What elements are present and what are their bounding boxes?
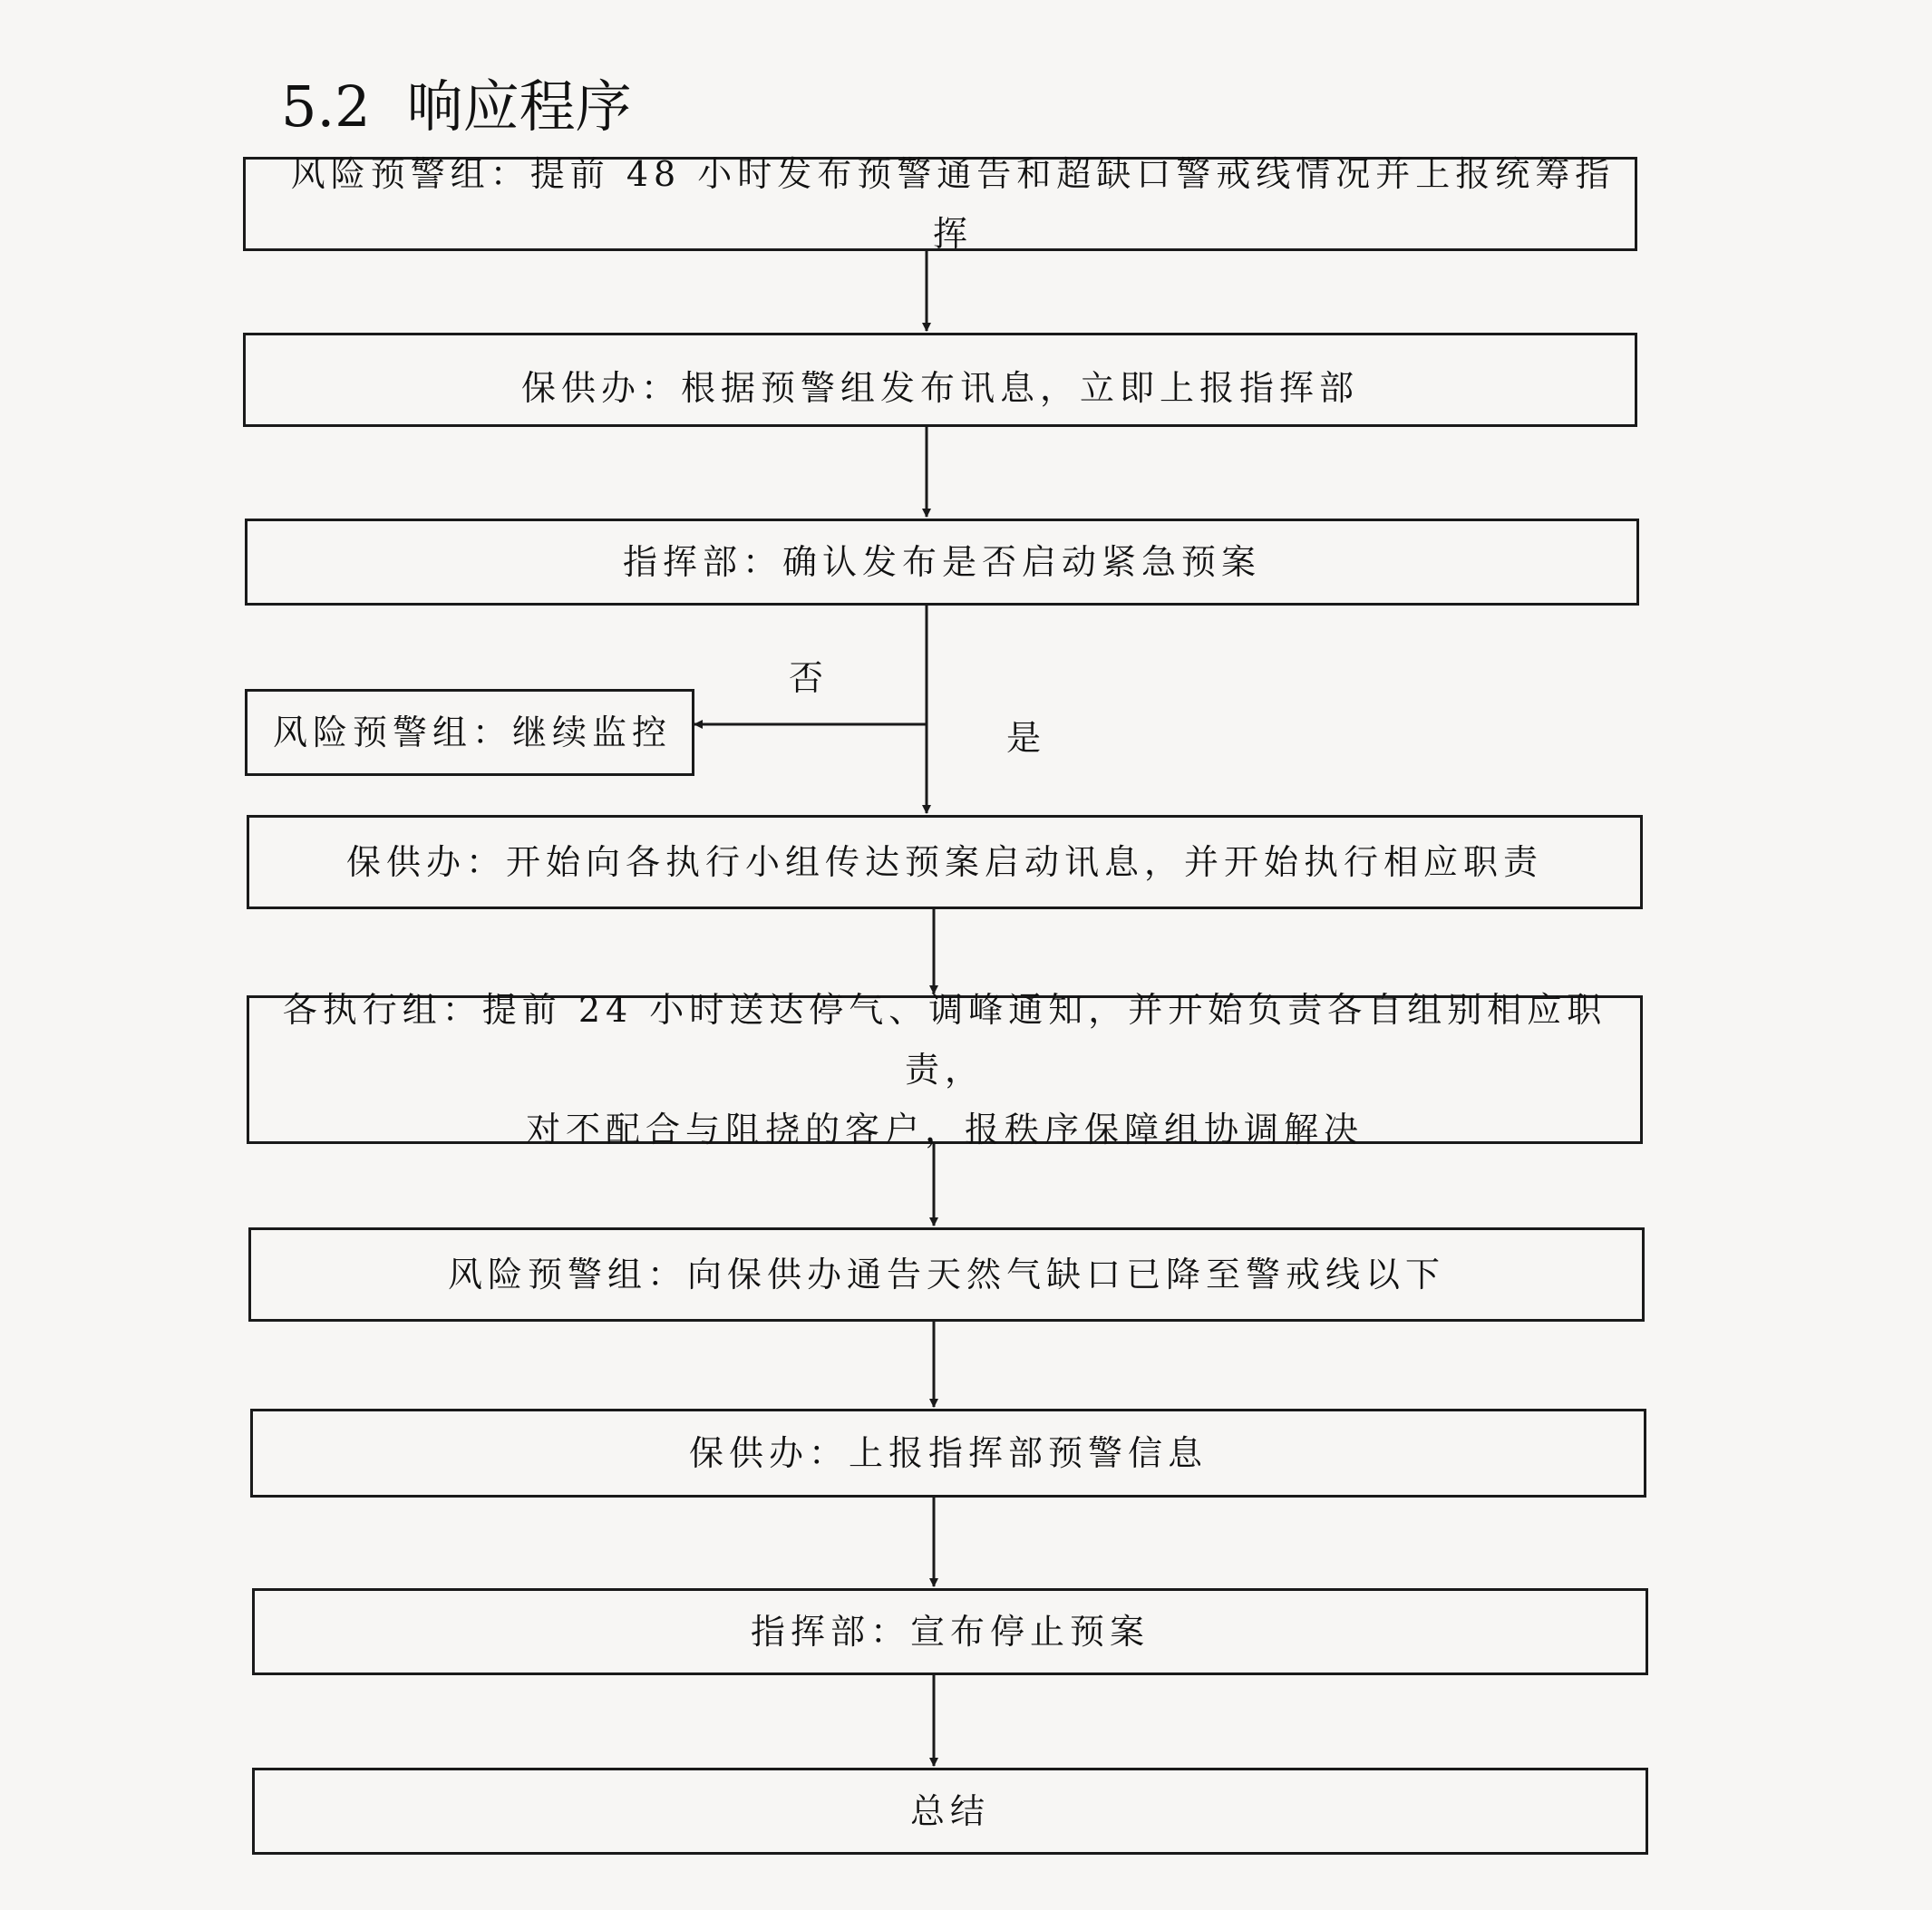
step-risk-warning-below-line — [248, 1227, 1645, 1322]
step-text: 风险预警组：继续监控 — [273, 713, 673, 752]
step-command-stop — [252, 1588, 1648, 1675]
section-title: 响应程序 — [406, 73, 632, 140]
step-continue-monitoring — [245, 689, 694, 776]
branch-label-no: 否 — [789, 658, 824, 698]
section-number: 5.2 — [281, 73, 371, 140]
step-text: 风险预警组：提前 48 小时发布预警通告和超缺口警戒线情况并上报统筹指挥 — [290, 154, 1616, 254]
step-command-confirm — [245, 519, 1639, 606]
step-text-line1: 各执行组：提前 24 小时送达停气、调峰通知，并开始负责各自组别相应职责， — [282, 990, 1607, 1090]
step-text: 总结 — [909, 1791, 990, 1831]
step-text-line2: 对不配合与阻挠的客户，报秩序保障组协调解决 — [525, 1110, 1364, 1149]
step-text: 保供办：上报指挥部预警信息 — [688, 1433, 1208, 1473]
step-summary — [252, 1768, 1648, 1855]
step-supply-office-report — [243, 333, 1637, 427]
step-text: 风险预警组：向保供办通告天然气缺口已降至警戒线以下 — [447, 1255, 1445, 1294]
step-text: 保供办：根据预警组发布讯息，立即上报指挥部 — [520, 368, 1359, 408]
step-text: 指挥部：宣布停止预案 — [750, 1612, 1150, 1652]
step-risk-warning-publish — [243, 154, 1637, 254]
step-text: 保供办：开始向各执行小组传达预案启动讯息，并开始执行相应职责 — [345, 842, 1543, 882]
step-text: 指挥部：确认发布是否启动紧急预案 — [622, 542, 1261, 582]
step-execution-groups — [247, 990, 1643, 1149]
step-supply-office-dispatch — [247, 815, 1643, 909]
step-supply-office-info — [250, 1409, 1646, 1498]
branch-label-yes: 是 — [1006, 718, 1042, 758]
